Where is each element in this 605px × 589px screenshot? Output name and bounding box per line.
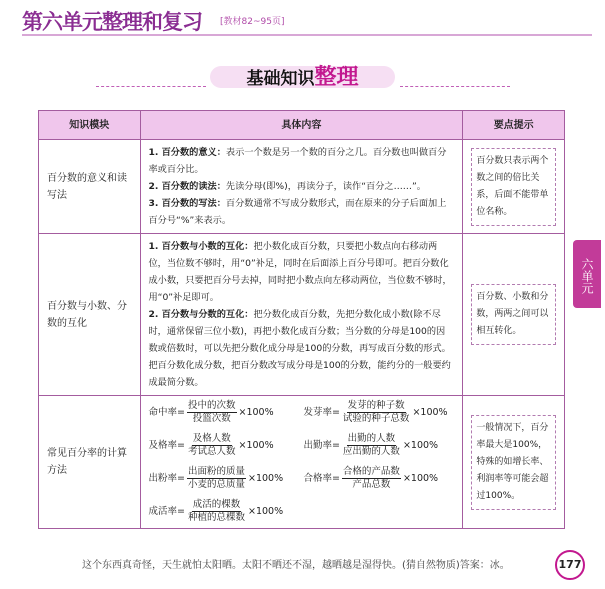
content-text: 百分数通常不写成分数形式，而在原来的分子后面加上百分号“%”来表示。 [148,198,447,226]
formula [149,466,300,491]
formula [303,466,454,491]
table-header-row [39,111,565,140]
section-title-right-line [400,86,510,88]
tip-cell [463,234,565,396]
unit-side-tab: 六单元 [573,240,601,308]
denominator: 投篮次数 [192,413,231,424]
times-100-percent: ×100% [402,440,439,451]
formula-name: 命中率 [148,407,178,418]
tip-box: 百分数、小数和分数，两两之间可以相互转化。 [471,284,556,345]
denominator: 考试总人数 [187,446,236,457]
denominator: 种植的总棵数 [187,512,245,523]
section-title-left-line [96,86,206,88]
formula [149,433,300,458]
numerator: 成活的棵数 [192,499,241,510]
header-tip: 要点提示 [463,111,565,140]
fraction [187,433,237,458]
tip-cell [463,396,565,529]
times-100-percent: ×100% [248,473,284,484]
formula-grid [149,400,455,524]
equals-sign: = [177,407,185,418]
table-row [39,140,565,234]
content-text: 把小数化成百分数，只要把小数点向右移动两位，当位数不够时，用“0”补足，同时在后面添上百分号即可。把百分数化成小数，只要把百分号去掉，同时把小数点向左移动两位，当位数不够时，用“0”补足即可。 [148,241,452,303]
times-100-percent: ×100% [238,440,274,451]
tip-cell [463,140,565,234]
formula-name: 发芽率 [303,407,332,418]
times-100-percent: ×100% [248,506,284,517]
textbook-ref: [教材82~95页] [220,17,285,27]
equals-sign: = [177,506,185,517]
numerator: 发芽的种子数 [347,400,405,411]
times-100-percent: ×100% [402,473,439,484]
formula-name: 出粉率 [148,473,178,484]
table-row [39,396,565,529]
content-label: 3. 百分数的写法： [148,198,226,209]
header-content: 具体内容 [140,111,463,140]
equals-sign: = [177,473,185,484]
module-cell: 百分数与小数、分数的互化 [39,234,141,396]
numerator: 及格人数 [192,433,231,444]
content-cell [140,396,463,529]
formula-name: 出勤率 [303,440,332,451]
formula-name: 及格率 [148,440,178,451]
content-text: 先读分母(即%)，再读分子，读作“百分之……”。 [225,181,426,192]
fraction [342,466,401,491]
formula [303,400,454,425]
content-cell [140,234,463,396]
formula [149,400,300,425]
content-label: 2. 百分数的读法： [148,181,226,192]
content-label: 1. 百分数的意义： [148,147,226,158]
table-row [39,234,565,396]
equals-sign: = [331,473,340,484]
times-100-percent: ×100% [238,407,274,418]
formula-name: 成活率 [148,506,178,517]
equals-sign: = [331,407,340,418]
section-title-part2: 整理 [314,65,359,90]
numerator: 合格的产品数 [342,466,400,477]
denominator: 产品总数 [352,479,391,490]
fraction [342,433,401,458]
page-number: 177 [555,550,585,580]
denominator: 应出勤的人数 [342,446,400,457]
module-cell: 百分数的意义和读写法 [39,140,141,234]
numerator: 出面粉的质量 [187,466,245,477]
fraction [187,466,246,491]
equals-sign: = [331,440,340,451]
footer-riddle: 这个东西真奇怪，天生就怕太阳晒。太阳不晒还不湿，越晒越是湿得快。(猜自然物质)答案：冰。 [82,560,510,571]
times-100-percent: ×100% [412,407,448,418]
section-title-part1: 基础知识 [246,69,315,89]
denominator: 小麦的总质量 [187,479,245,490]
knowledge-table [38,110,565,529]
numerator: 投中的次数 [187,400,236,411]
tip-box: 一般情况下，百分率最大是100%，特殊的如增长率、利润率等可能会超过100%。 [471,415,556,510]
content-label: 1. 百分数与小数的互化： [148,241,254,252]
unit-title: 第六单元整理和复习 [22,10,202,34]
formula-name: 合格率 [303,473,332,484]
content-label: 2. 百分数与分数的互化： [148,309,254,320]
fraction [187,499,246,524]
header-divider [22,34,592,36]
denominator: 试验的种子总数 [342,413,410,424]
content-text: 把分数化成百分数，先把分数化成小数(除不尽时，通常保留三位小数)，再把小数化成百分数；当分数的分母是100的因数或倍数时，可以先把分数化成分母是100的分数，再写成百分数的形式。把百分数化成分数，把百分数改写成分母是100的分数，能约分的一般要约成最简分数。 [148,309,451,388]
tip-box: 百分数只表示两个数之间的倍比关系，后面不能带单位名称。 [471,148,556,226]
formula [149,499,300,524]
section-title [200,60,405,91]
module-cell: 常见百分率的计算方法 [39,396,141,529]
header-module: 知识模块 [39,111,141,140]
numerator: 出勤的人数 [347,433,396,444]
fraction [342,400,411,425]
content-text: 表示一个数是另一个数的百分之几。百分数也叫做百分率或百分比。 [148,147,447,175]
formula [303,433,454,458]
equals-sign: = [177,440,185,451]
fraction [187,400,237,425]
content-cell [140,140,463,234]
